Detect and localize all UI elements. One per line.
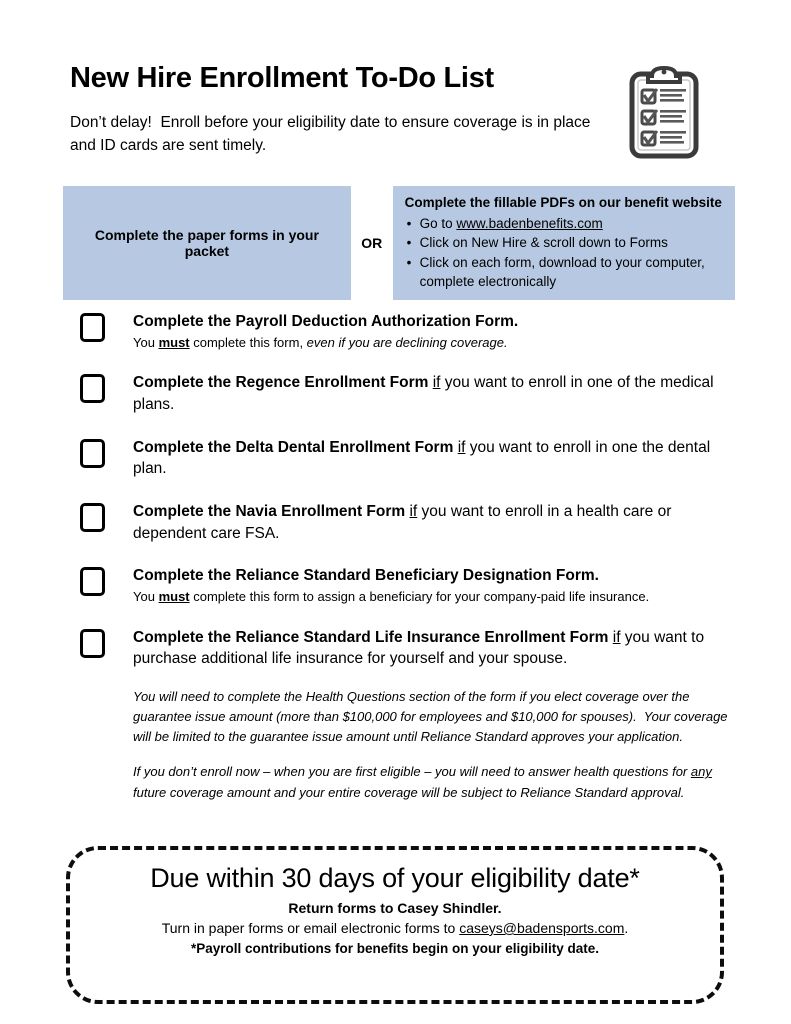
beneficiary-title: Complete the Reliance Standard Beneficiary Designation Form. [133, 567, 599, 585]
checklist-item-delta-dental [80, 437, 728, 480]
beneficiary-checkbox[interactable] [80, 567, 105, 596]
delta-dental-text: Complete the Delta Dental Enrollment Form if you want to enroll in one the dental plan. [133, 438, 711, 478]
navia-checkbox[interactable] [80, 503, 105, 532]
document-header [70, 62, 630, 158]
enrollment-options-row [63, 186, 735, 300]
paper-forms-label: Complete the paper forms in your packet [94, 226, 319, 259]
life-insurance-disclaimers [133, 687, 741, 818]
health-questions-paragraph: You will need to complete the Health Questions section of the form if you elect coverage over the guarantee issue amount (more than $100,000 for employees and $10,000 for spouses). Your coverage will be limited to the guarantee issue amount until Reliance Standard approves your application. [133, 689, 732, 745]
regence-text: Complete the Regence Enrollment Form if you want to enroll in one of the medical plans. [133, 374, 714, 413]
step-go-to-website: • Go to www.badenbenefits.com [405, 214, 725, 234]
checklist-item-regence [80, 372, 728, 415]
intro-text: Don’t delay! Enroll before your eligibility date to ensure coverage is in place and ID cards are sent timely. [70, 114, 595, 155]
online-forms-heading: Complete the fillable PDFs on our benefit website [404, 195, 722, 210]
checklist-item-payroll-deduction [80, 311, 728, 351]
navia-text: Complete the Navia Enrollment Form if you want to enroll in a health care or dependent care FSA. [133, 502, 672, 542]
life-insurance-text: Complete the Reliance Standard Life Insurance Enrollment Form if you want to purchase additional life insurance for yourself and your spouse. [133, 628, 705, 668]
step-download-forms: • Click on each form, download to your computer, complete electronically [405, 253, 725, 292]
due-date-box [66, 846, 724, 1004]
paper-forms-option-box [63, 186, 351, 300]
payroll-deduction-checkbox[interactable] [80, 313, 105, 342]
online-forms-option-box [393, 186, 735, 300]
late-enrollment-paragraph: If you don’t enroll now – when you are first eligible – you will need to answer health questions for any future coverage amount and your entire coverage will be subject to Reliance Standard approval. [133, 764, 716, 800]
checklist-item-navia [80, 501, 728, 544]
benefits-website-link[interactable]: www.badenbenefits.com [456, 215, 603, 231]
return-forms-line: Return forms to Casey Shindler. [288, 900, 502, 916]
payroll-deduction-title: Complete the Payroll Deduction Authorization Form. [133, 313, 519, 330]
checklist-item-life-insurance [80, 627, 728, 670]
beneficiary-note: You must complete this form to assign a beneficiary for your company-paid life insurance. [133, 589, 650, 605]
due-date-headline: Due within 30 days of your eligibility date* [150, 863, 640, 893]
turn-in-line: Turn in paper forms or email electronic forms to caseys@badensports.com. [161, 920, 629, 936]
online-forms-steps [405, 214, 725, 292]
page-title: New Hire Enrollment To-Do List [70, 62, 494, 94]
email-link[interactable]: caseys@badensports.com [459, 920, 625, 936]
or-separator: OR [361, 234, 383, 251]
regence-checkbox[interactable] [80, 374, 105, 403]
checklist-item-beneficiary [80, 565, 728, 605]
payroll-deduction-note: You must complete this form, even if you are declining coverage. [133, 334, 508, 350]
delta-dental-checkbox[interactable] [80, 439, 105, 468]
step-click-new-hire: • Click on New Hire & scroll down to Forms [405, 233, 725, 253]
life-insurance-checkbox[interactable] [80, 629, 105, 658]
enrollment-checklist [80, 311, 728, 691]
clipboard-checklist-icon [626, 64, 702, 162]
payroll-contributions-note: *Payroll contributions for benefits begin on your eligibility date. [190, 941, 600, 956]
